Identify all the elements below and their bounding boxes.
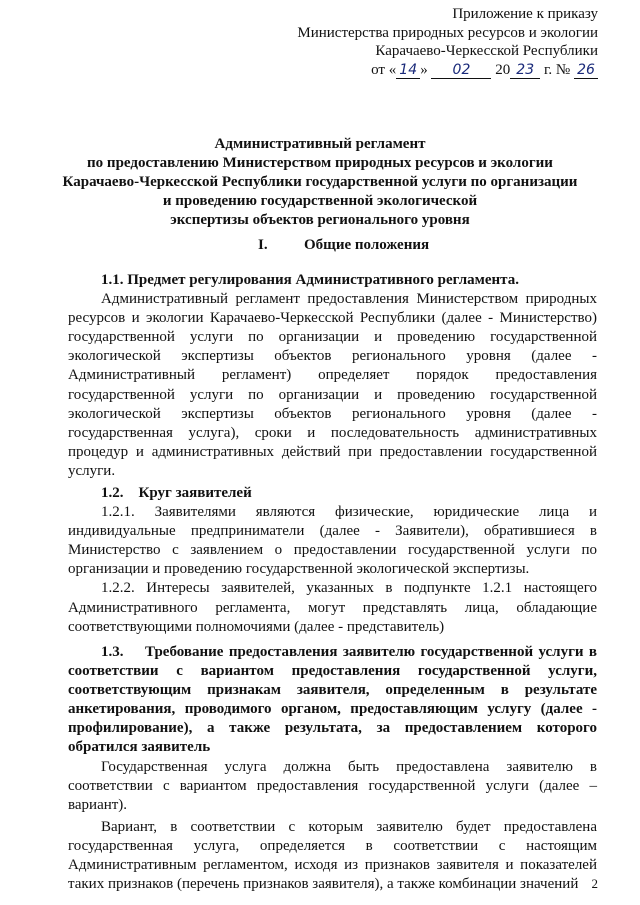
subsection-1-1	[68, 271, 597, 481]
title-line-4: и проведению государственной экологической	[162, 193, 478, 209]
date-year: 23	[510, 63, 540, 79]
paragraph-1-3-2: Вариант, в соответствии с которым заявителю будет предоставлена государственная услуга, определяется в соответствии с настоящим Административным регламентом, исходя из признаков заявителя и показателей таких признаков (перечень признаков заявителя), а также комбинации значений	[68, 818, 597, 893]
subsection-1-2-number: 1.2.	[101, 485, 124, 501]
paragraph-1-3-1: Государственная услуга должна быть предоставлена заявителю в соответствии с вариантом предоставления государственной услуги (далее – вариант).	[68, 758, 597, 813]
order-date-line	[297, 61, 598, 80]
document-title	[60, 135, 580, 230]
subsection-1-1-text: Административный регламент предоставления Министерством природных ресурсов и экологии Карачаево-Черкесской Республики (далее - Министерство) государственной услуги по организации и проведению государственной экологической экспертизы объектов регионального уровня (далее - Административный регламент) определяет порядок предоставления государственной услуги по организации и проведению государственной экологической экспертизы объектов регионального уровня (далее - государственная услуга), сроки и последовательность административных процедур и административных действий при предоставлении государственной услуги.	[68, 291, 597, 479]
header-line-1: Приложение к приказу	[452, 6, 598, 22]
date-month: 02	[431, 63, 491, 79]
subsection-1-3	[68, 643, 597, 894]
page-number: 2	[591, 876, 598, 891]
title-line-3: Карачаево-Черкесской Республики государственной услуги по организации	[62, 174, 578, 190]
date-day: 14	[396, 63, 420, 79]
date-year-prefix: 20	[495, 61, 511, 78]
paragraph-1-2-1: 1.2.1. Заявителями являются физические, юридические лица и индивидуальные предприниматели (далее - Заявители), обратившиеся в Министерство с заявлением о предоставлении государственной услуги по организации и проведению государственной экологической экспертизы.	[68, 504, 597, 578]
number-prefix: г. №	[543, 61, 571, 78]
subsection-1-3-title: Требование предоставления заявителю государственной услуги в соответствии с вариантом предоставления государственной услуги, соответствующим признакам заявителя, определенным в результате анкетирования, проводимого органом, предоставляющим услугу (далее - профилирование), а также результата, за предоставлением которого обратился заявитель	[68, 644, 598, 756]
subsection-1-2-heading	[68, 484, 597, 503]
subsection-1-1-heading: 1.1. Предмет регулирования Административного регламента.	[101, 272, 519, 288]
subsection-1-2-title: Круг заявителей	[138, 485, 252, 501]
section-number: I.	[258, 237, 268, 253]
subsection-1-3-heading	[68, 643, 597, 758]
title-line-1: Административный регламент	[214, 136, 426, 152]
header-line-3: Карачаево-Черкесской Республики	[375, 43, 598, 59]
section-heading	[258, 237, 429, 254]
order-number: 26	[574, 63, 598, 79]
title-line-2: по предоставлению Министерством природных ресурсов и экологии	[87, 155, 553, 171]
subsection-1-3-number: 1.3.	[101, 644, 124, 660]
title-line-5: экспертизы объектов регионального уровня	[170, 212, 470, 228]
paragraph-1-2-2: 1.2.2. Интересы заявителей, указанных в подпункте 1.2.1 настоящего Административного регламента, могут представлять лица, обладающие соответствующими полномочиями (далее - представитель)	[68, 580, 597, 635]
section-title: Общие положения	[304, 237, 430, 253]
approval-header	[297, 5, 598, 79]
date-prefix: от «	[371, 61, 397, 78]
header-line-2: Министерства природных ресурсов и экологии	[297, 24, 598, 41]
subsection-1-2	[68, 484, 597, 637]
date-mid: »	[420, 61, 428, 78]
